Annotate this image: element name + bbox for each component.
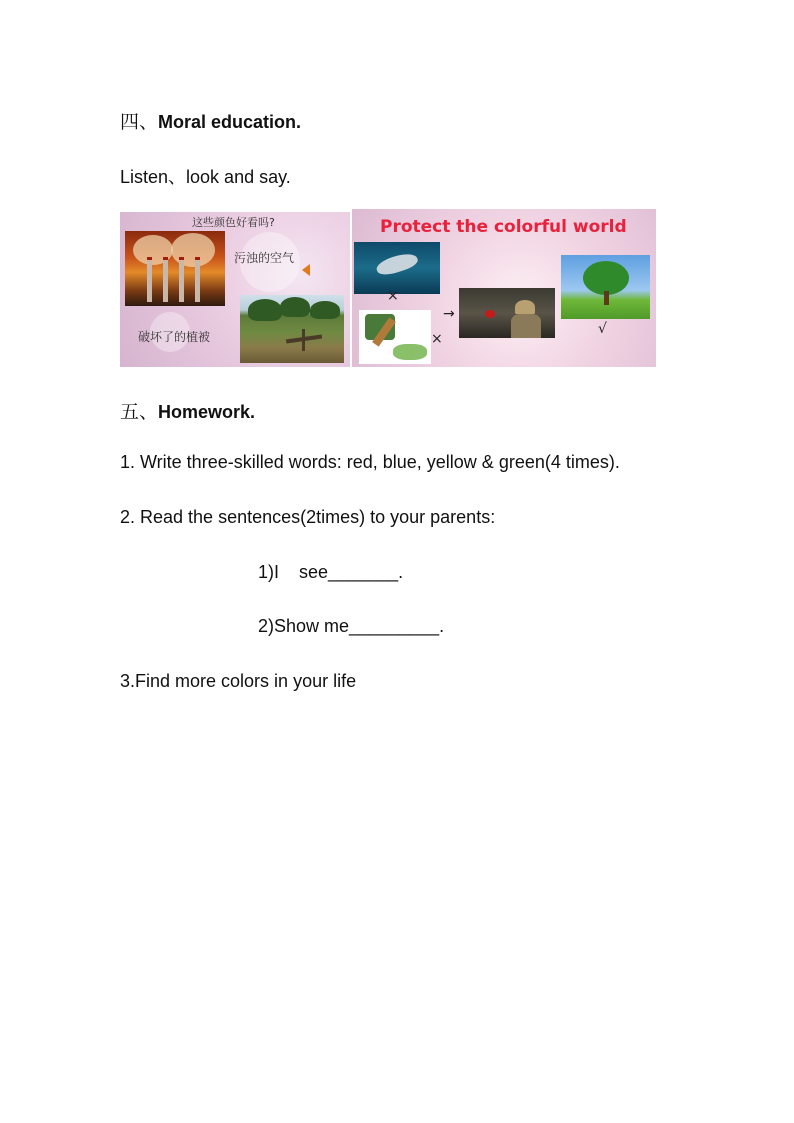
label-damaged-vegetation: 破坏了的植被 [138, 330, 211, 344]
check-mark: √ [598, 321, 607, 337]
section-four-heading [120, 107, 301, 134]
rose [485, 310, 495, 318]
cross-mark: × [431, 331, 443, 347]
shark-photo [354, 242, 440, 294]
sentence-2: 2)Show me_________. [258, 616, 445, 636]
homework-item-1: 1. Write three-skilled words: red, blue, yellow & green(4 times). [120, 452, 620, 472]
stump [302, 329, 305, 351]
section-number: 四、 [120, 111, 159, 133]
label-polluted-air: 污浊的空气 [234, 251, 295, 265]
helmet [515, 300, 535, 314]
speaker-icon[interactable] [302, 264, 310, 276]
section-title: Moral education. [158, 112, 302, 132]
chimney [179, 257, 184, 302]
slide2-title: Protect the colorful world [380, 217, 627, 237]
tree-trunk [604, 291, 609, 305]
grass [393, 344, 427, 360]
chimney [195, 257, 200, 302]
section-title: Homework. [158, 402, 256, 422]
section-number: 五、 [120, 401, 159, 423]
chimney [163, 257, 168, 302]
axe-cartoon [359, 310, 431, 364]
soldier-rose-photo [459, 288, 555, 338]
deforestation-photo [240, 295, 344, 363]
instruction-text: Listen、look and say. [120, 167, 291, 187]
homework-item-3: 3.Find more colors in your life [120, 671, 357, 691]
section-five-heading [120, 397, 255, 424]
slide-pollution [120, 212, 350, 367]
arrow-right-icon: → [443, 306, 455, 322]
shark [375, 250, 420, 278]
factory-pollution-photo [125, 231, 225, 306]
tree-crown [583, 261, 629, 295]
cross-mark: × [387, 288, 399, 304]
slide1-question: 这些颜色好看吗? [192, 216, 275, 229]
smoke [171, 233, 215, 267]
chimney [147, 257, 152, 302]
green-tree-photo [561, 255, 650, 319]
homework-item-2: 2. Read the sentences(2times) to your parents: [120, 507, 496, 527]
soldier-body [511, 314, 541, 338]
tree [310, 301, 340, 319]
tree [280, 297, 310, 317]
sentence-1: 1)I see_______. [258, 562, 404, 582]
tree [248, 299, 282, 321]
slide-protect-world [352, 209, 656, 367]
